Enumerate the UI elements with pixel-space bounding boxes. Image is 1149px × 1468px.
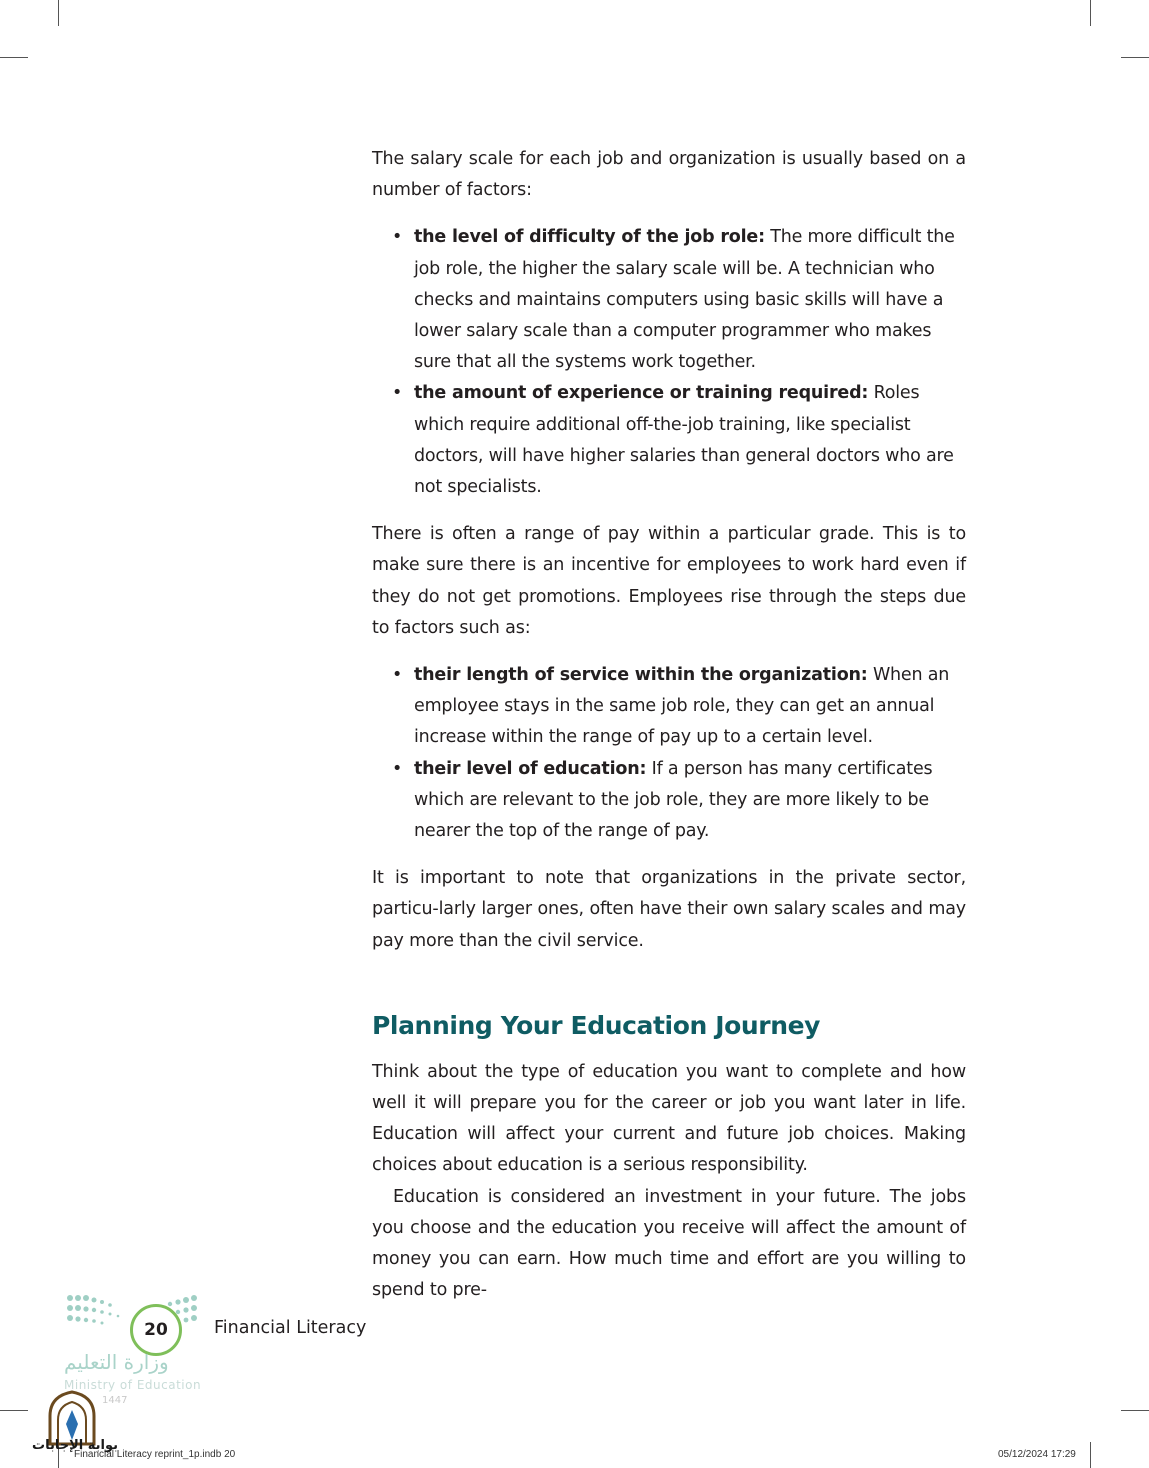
crop-mark: [1121, 57, 1149, 58]
intro-paragraph: The salary scale for each job and organization is usually based on a number of factors:: [372, 149, 966, 201]
list-item: • the level of difficulty of the job role: The more difficult the job role, the higher the salary scale will be. A technician who checks and maintains computers using basic skills will have a lower salary scale than a computer programmer who makes sure that all the systems work together.: [392, 227, 955, 373]
list-item: • their level of education: If a person has many certificates which are relevant to the job role, they are more likely to be nearer the top of the range of pay.: [392, 758, 933, 842]
crop-mark: [0, 57, 28, 58]
factors-list: [372, 222, 966, 503]
education-paragraph-1: Think about the type of education you want to complete and how well it will prepare you for the career or job you want later in life. Education will affect your current and future job choices. Making choices about education is a serious responsibility.: [372, 1061, 966, 1176]
list-item: • their length of service within the organization: When an employee stays in the same job role, they can get an annual increase within the range of pay up to a certain level.: [392, 665, 950, 748]
steps-list: [372, 660, 966, 847]
step-term: their length of service within the organization:: [414, 665, 868, 686]
education-paragraph-2: Education is considered an investment in your future. The jobs you choose and the education you receive will affect the amount of money you can earn. How much time and effort are you willing to spend to pre-: [372, 1186, 966, 1301]
crop-mark: [0, 1410, 28, 1411]
factor-text: Roles which require additional off-the-job training, like specialist doctors, will have higher salaries than general doctors who are not specialists.: [414, 383, 954, 498]
range-paragraph: There is often a range of pay within a particular grade. This is to make sure there is an incentive for employees to work hard even if they do not get promotions. Employees rise through the steps due to factors such as:: [372, 524, 966, 638]
ministry-arabic-logo-text: وزارة التعليم: [64, 1350, 169, 1374]
print-slug-file: Financial Literacy reprint_1p.indb 20: [74, 1449, 236, 1460]
factor-text: The more difficult the job role, the higher the salary scale will be. A technician who checks and maintains computers using basic skills will have a lower salary scale than a computer programmer who makes sure that all the systems work together.: [414, 227, 955, 373]
step-text: When an employee stays in the same job role, they can get an annual increase within the range of pay up to a certain level.: [414, 665, 950, 748]
factor-term: the amount of experience or training required:: [414, 383, 869, 404]
book-title: Financial Literacy: [214, 1318, 367, 1338]
crop-mark: [1121, 1410, 1149, 1411]
step-text: If a person has many certificates which are relevant to the job role, they are more likely to be nearer the top of the range of pay.: [414, 758, 933, 842]
print-slug-date: 05/12/2024 17:29: [998, 1449, 1076, 1460]
private-sector-paragraph: It is important to note that organizations in the private sector, particu-larly larger ones, often have their own salary scales and may pay more than the civil service.: [372, 868, 966, 951]
ministry-english-logo-text: Ministry of Education: [64, 1378, 202, 1392]
crop-mark: [1090, 0, 1091, 26]
list-item: • the amount of experience or training required: Roles which require additional off-the-job training, like specialist doctors, will have higher salaries than general doctors who are not specialists.: [392, 383, 954, 498]
watermark-text: بوابة الإجابات: [32, 1438, 118, 1453]
crop-mark: [1090, 1442, 1091, 1468]
section-heading: Planning Your Education Journey: [372, 1010, 821, 1040]
factor-term: the level of difficulty of the job role:: [414, 227, 765, 248]
year-label: 1447: [102, 1395, 128, 1406]
step-term: their level of education:: [414, 758, 647, 779]
main-text-column: [372, 144, 966, 1307]
crop-mark: [58, 0, 59, 26]
page-number: 20: [130, 1304, 182, 1356]
